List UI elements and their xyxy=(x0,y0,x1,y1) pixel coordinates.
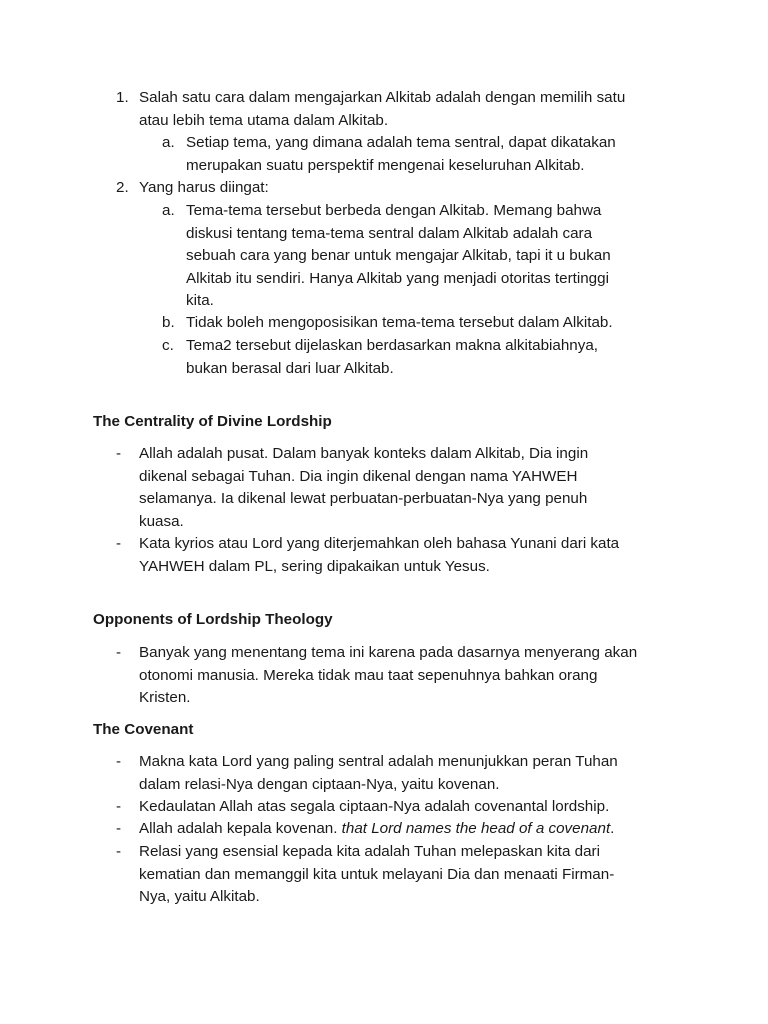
bullet-marker: - xyxy=(116,753,122,770)
list-marker: 2. xyxy=(116,179,129,196)
bullet-marker: - xyxy=(116,798,122,815)
bullet-item-text: Relasi yang esensial kepada kita adalah Tuhan melepaskan kita dari kematian dan memanggil kita untuk melayani Dia dan menaati Firman- Nya, yaitu Alkitab. xyxy=(139,843,615,905)
bullet-item-text: Kata kyrios atau Lord yang diterjemahkan oleh bahasa Yunani dari kata YAHWEH dalam PL, sering dipakaikan untuk Yesus. xyxy=(139,535,620,575)
list-marker: 1. xyxy=(116,89,129,106)
italic-text: that Lord names the head of a covenant xyxy=(341,820,611,837)
section-heading: The Covenant xyxy=(93,721,194,738)
section-heading: Opponents of Lordship Theology xyxy=(93,611,333,628)
bullet-marker: - xyxy=(116,535,122,552)
bullet-marker: - xyxy=(116,820,122,837)
bullet-item-text: Allah adalah kepala kovenan. that Lord names the head of a covenant. xyxy=(139,820,615,837)
sub-list-item-text: Tema-tema tersebut berbeda dengan Alkitab. Memang bahwa diskusi tentang tema-tema sentral dalam Alkitab adalah cara sebuah cara yang benar untuk mengajar Alkitab, tapi it u bukan Alkitab itu sendiri. Hanya Alkitab yang menjadi otoritas tertinggi kita. xyxy=(186,202,611,309)
sub-list-marker: a. xyxy=(162,134,175,151)
section-heading: The Centrality of Divine Lordship xyxy=(93,413,332,430)
bullet-item-text: Makna kata Lord yang paling sentral adalah menunjukkan peran Tuhan dalam relasi-Nya dengan ciptaan-Nya, yaitu kovenan. xyxy=(139,753,618,793)
sub-list-marker: c. xyxy=(162,337,174,354)
bullet-item-text: Kedaulatan Allah atas segala ciptaan-Nya adalah covenantal lordship. xyxy=(139,798,610,815)
sub-list-item-text: Tema2 tersebut dijelaskan berdasarkan makna alkitabiahnya, bukan berasal dari luar Alkitab. xyxy=(186,337,598,377)
bullet-marker: - xyxy=(116,644,122,661)
sub-list-marker: b. xyxy=(162,314,175,331)
bullet-item-text: Banyak yang menentang tema ini karena pada dasarnya menyerang akan otonomi manusia. Mereka tidak mau taat sepenuhnya bahkan orang Kristen. xyxy=(139,644,638,706)
bullet-marker: - xyxy=(116,445,122,462)
sub-list-marker: a. xyxy=(162,202,175,219)
bullet-item-text: Allah adalah pusat. Dalam banyak konteks dalam Alkitab, Dia ingin dikenal sebagai Tuhan. Dia ingin dikenal dengan nama YAHWEH selamanya. Ia dikenal lewat perbuatan-perbuatan-Nya yang penuh kuasa. xyxy=(139,445,589,530)
list-item-text: Yang harus diingat: xyxy=(139,179,269,196)
sub-list-item-text: Setiap tema, yang dimana adalah tema sentral, dapat dikatakan merupakan suatu perspektif mengenai keseluruhan Alkitab. xyxy=(186,134,616,174)
bullet-marker: - xyxy=(116,843,122,860)
sub-list-item-text: Tidak boleh mengoposisikan tema-tema tersebut dalam Alkitab. xyxy=(186,314,613,331)
list-item-text: Salah satu cara dalam mengajarkan Alkitab adalah dengan memilih satu atau lebih tema utama dalam Alkitab. xyxy=(139,89,626,129)
